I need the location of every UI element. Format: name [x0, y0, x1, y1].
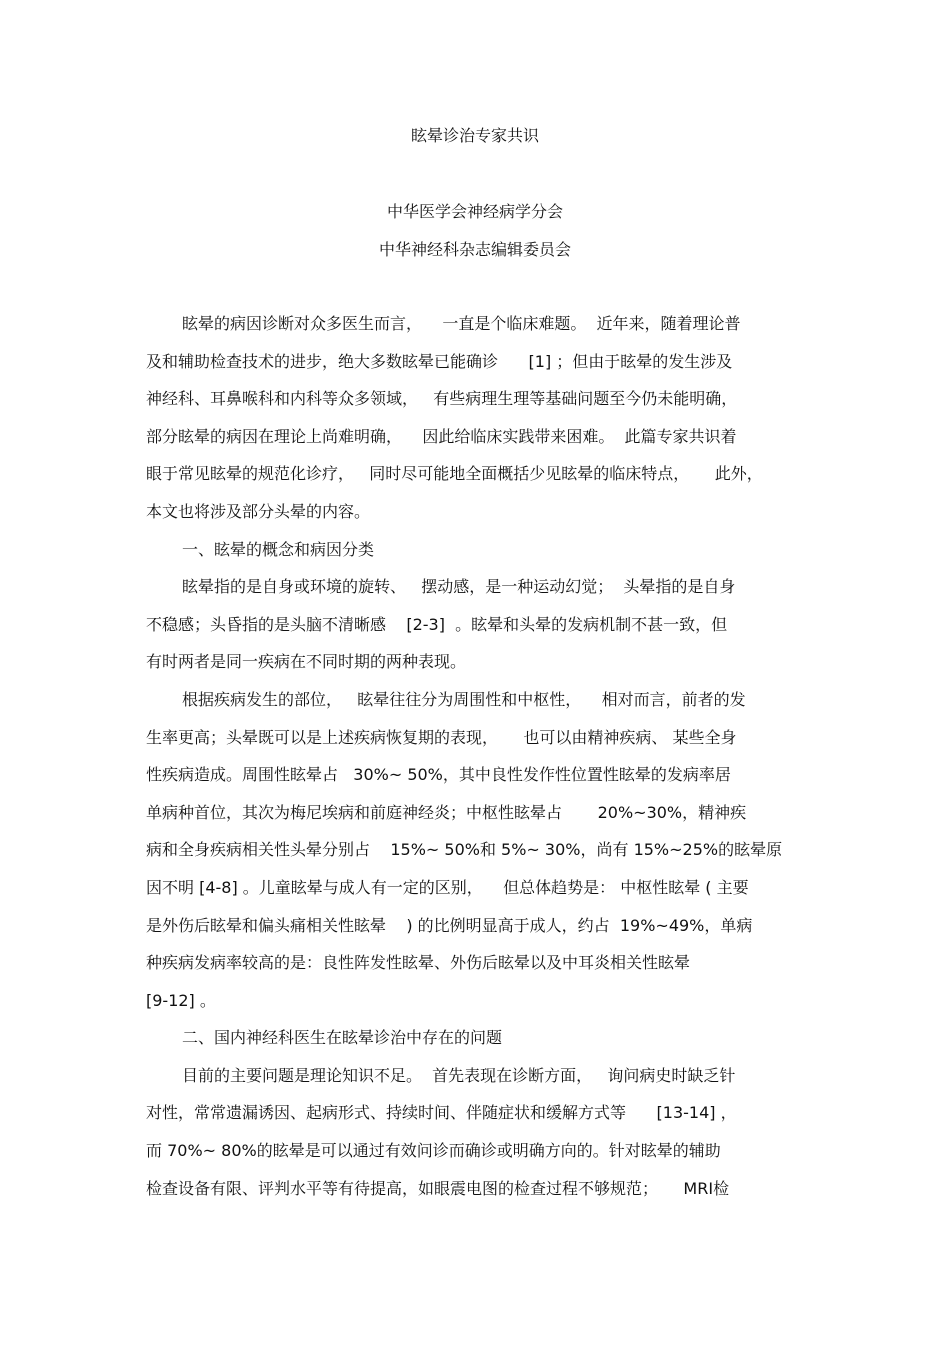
paragraph-line: 不稳感；头昏指的是头脑不清晰感 [2-3] 。眩晕和头晕的发病机制不甚一致，但	[146, 614, 728, 634]
paragraph-line: 眼于常见眩晕的规范化诊疗， 同时尽可能地全面概括少见眩晕的临床特点， 此外，	[146, 464, 763, 484]
paragraph-line: 神经科、耳鼻喉科和内科等众多领域， 有些病理生理等基础问题至今仍未能明确，	[146, 389, 738, 409]
paragraph-line: 而 70%~ 80%的眩晕是可以通过有效问诊而确诊或明确方向的。针对眩晕的辅助	[146, 1141, 721, 1161]
document-title: 眩晕诊治专家共识	[410, 126, 539, 145]
paragraph-line-start: 目前的主要问题是理论知识不足。 首先表现在诊断方面， 询问病史时缺乏针	[182, 1065, 736, 1085]
paragraph-line: 及和辅助检查技术的进步，绝大多数眩晕已能确诊 [1] ；但由于眩晕的发生涉及	[146, 351, 733, 371]
paragraph-line: 种疾病发病率较高的是：良性阵发性眩晕、外伤后眩晕以及中耳炎相关性眩晕	[146, 953, 691, 973]
document-body	[146, 311, 806, 1213]
paragraph-line-start: 眩晕指的是自身或环境的旋转、 摆动感，是一种运动幻觉； 头晕指的是自身	[182, 577, 736, 597]
paragraph-line: 是外伤后眩晕和偏头痛相关性眩晕 ) 的比例明显高于成人，约占 19%~49%，单病	[146, 915, 753, 935]
paragraph-line: 单病种首位，其次为梅尼埃病和前庭神经炎；中枢性眩晕占 20%~30%，精神疾	[146, 802, 747, 822]
paragraph-line-start: 根据疾病发生的部位， 眩晕往往分为周围性和中枢性， 相对而言，前者的发	[182, 689, 746, 709]
paragraph-line: 检查设备有限、评判水平等有待提高，如眼震电图的检查过程不够规范； MRI检	[146, 1178, 730, 1198]
paragraph-line-start: 眩晕的病因诊断对众多医生而言， 一直是个临床难题。 近年来，随着理论普	[182, 314, 741, 333]
paragraph-line-start: 二、国内神经科医生在眩晕诊治中存在的问题	[182, 1028, 503, 1048]
author-organization-2: 中华神经科杂志编辑委员会	[378, 240, 571, 259]
paragraph-line: 有时两者是同一疾病在不同时期的两种表现。	[146, 652, 467, 672]
paragraph-line: 本文也将涉及部分头晕的内容。	[146, 501, 371, 521]
paragraph-line: 病和全身疾病相关性头晕分别占 15%~ 50%和 5%~ 30%，尚有 15%~25%的眩晕原	[146, 840, 783, 860]
paragraph-line: 因不明 [4-8] 。儿童眩晕与成人有一定的区别， 但总体趋势是： 中枢性眩晕 ( 主要	[146, 877, 749, 897]
paragraph-line: 性疾病造成。周围性眩晕占 30%~ 50%，其中良性发作性位置性眩晕的发病率居	[146, 765, 731, 785]
paragraph-line: 部分眩晕的病因在理论上尚难明确， 因此给临床实践带来困难。 此篇专家共识着	[146, 426, 737, 446]
paragraph-line: 生率更高；头晕既可以是上述疾病恢复期的表现， 也可以由精神疾病、 某些全身	[146, 727, 737, 747]
paragraph-line: [9-12] 。	[146, 990, 216, 1010]
author-organization-1: 中华医学会神经病学分会	[386, 202, 563, 221]
paragraph-line: 对性，常常遗漏诱因、起病形式、持续时间、伴随症状和缓解方式等 [13-14] ，	[146, 1103, 737, 1123]
paragraph-line-start: 一、眩晕的概念和病因分类	[182, 539, 375, 559]
